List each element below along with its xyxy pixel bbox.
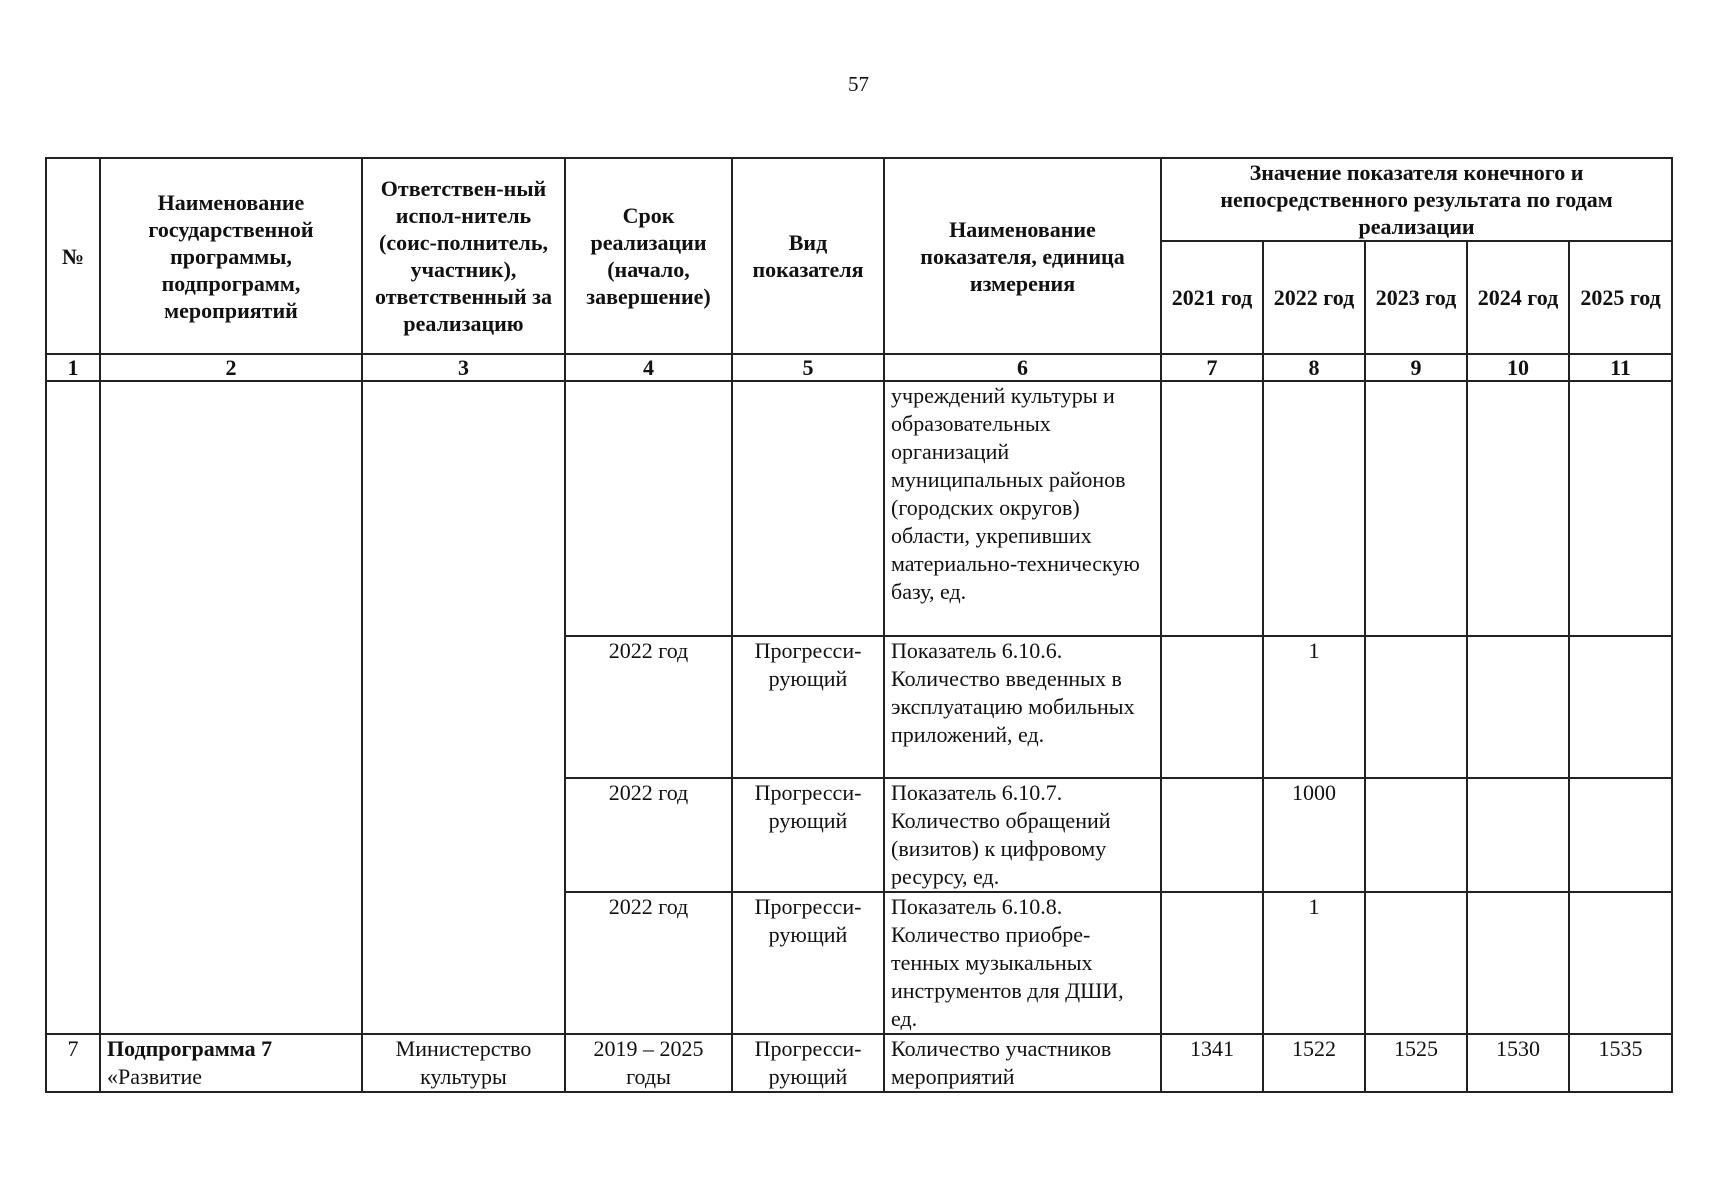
header-row (46, 158, 1672, 241)
header-year: 2023 год (1365, 241, 1467, 354)
subprogram-name: «Развитие (107, 1064, 203, 1089)
column-number: 6 (884, 354, 1161, 381)
cell-value (1467, 892, 1569, 1034)
cell-value (1161, 381, 1263, 636)
cell-no (46, 381, 100, 1034)
cell-value (1467, 778, 1569, 892)
cell-program (100, 381, 362, 1034)
cell-executor: Министерство культуры (362, 1034, 565, 1092)
cell-value (1161, 636, 1263, 778)
cell-period (565, 381, 732, 636)
column-number: 3 (362, 354, 565, 381)
header-values-group: Значение показателя конечного и непосредственного результата по годам реализации (1161, 158, 1672, 241)
cell-indicator: Показатель 6.10.6. Количество введенных в эксплуатацию мобильных приложений, ед. (884, 636, 1161, 778)
cell-value (1467, 636, 1569, 778)
cell-type: Прогресси-рующий (732, 1034, 884, 1092)
column-number: 2 (100, 354, 362, 381)
cell-period: 2022 год (565, 636, 732, 778)
cell-value: 1341 (1161, 1034, 1263, 1092)
column-number: 1 (46, 354, 100, 381)
header-executor: Ответствен-ный испол-нитель (соис-полнитель, участник), ответственный за реализацию (362, 158, 565, 354)
cell-value (1365, 381, 1467, 636)
cell-value (1161, 778, 1263, 892)
column-number: 11 (1569, 354, 1672, 381)
cell-period: 2022 год (565, 778, 732, 892)
cell-value (1365, 636, 1467, 778)
header-year: 2025 год (1569, 241, 1672, 354)
header-period: Срок реализации (начало, завершение) (565, 158, 732, 354)
column-number: 4 (565, 354, 732, 381)
cell-value (1569, 892, 1672, 1034)
cell-value (1161, 892, 1263, 1034)
cell-indicator: учреждений культуры и образовательных организаций муниципальных районов (городских округов) области, укрепивших материально-техническую базу, ед. (884, 381, 1161, 636)
cell-value (1569, 778, 1672, 892)
header-indicator: Наименование показателя, единица измерения (884, 158, 1161, 354)
column-number: 10 (1467, 354, 1569, 381)
header-year: 2024 год (1467, 241, 1569, 354)
subprogram-title: Подпрограмма 7 (107, 1036, 273, 1061)
cell-value: 1522 (1263, 1034, 1365, 1092)
cell-value (1569, 636, 1672, 778)
cell-value (1569, 381, 1672, 636)
cell-value: 1000 (1263, 778, 1365, 892)
column-number: 9 (1365, 354, 1467, 381)
cell-indicator: Количество участников мероприятий (884, 1034, 1161, 1092)
column-number: 5 (732, 354, 884, 381)
cell-program (100, 1034, 362, 1092)
cell-type (732, 381, 884, 636)
cell-value: 1525 (1365, 1034, 1467, 1092)
cell-value (1263, 381, 1365, 636)
cell-period: 2022 год (565, 892, 732, 1034)
header-no: № (46, 158, 100, 354)
cell-value: 1530 (1467, 1034, 1569, 1092)
cell-indicator: Показатель 6.10.8. Количество приобре-тенных музыкальных инструментов для ДШИ, ед. (884, 892, 1161, 1034)
cell-value (1365, 892, 1467, 1034)
table-row (46, 381, 1672, 636)
header-year: 2022 год (1263, 241, 1365, 354)
cell-value: 1535 (1569, 1034, 1672, 1092)
cell-type: Прогресси-рующий (732, 892, 884, 1034)
cell-value (1365, 778, 1467, 892)
cell-period: 2019 – 2025 годы (565, 1034, 732, 1092)
header-program: Наименование государственной программы, подпрограмм, мероприятий (100, 158, 362, 354)
indicators-table (45, 157, 1673, 1093)
cell-value (1467, 381, 1569, 636)
table-row (46, 1034, 1672, 1092)
cell-indicator: Показатель 6.10.7. Количество обращений (визитов) к цифровому ресурсу, ед. (884, 778, 1161, 892)
cell-value: 1 (1263, 636, 1365, 778)
header-year: 2021 год (1161, 241, 1263, 354)
header-type: Вид показателя (732, 158, 884, 354)
cell-value: 1 (1263, 892, 1365, 1034)
column-number: 8 (1263, 354, 1365, 381)
cell-type: Прогресси-рующий (732, 636, 884, 778)
cell-type: Прогресси-рующий (732, 778, 884, 892)
column-numbers-row (46, 354, 1672, 381)
cell-no: 7 (46, 1034, 100, 1092)
page-number: 57 (848, 72, 869, 96)
cell-executor (362, 381, 565, 1034)
column-number: 7 (1161, 354, 1263, 381)
